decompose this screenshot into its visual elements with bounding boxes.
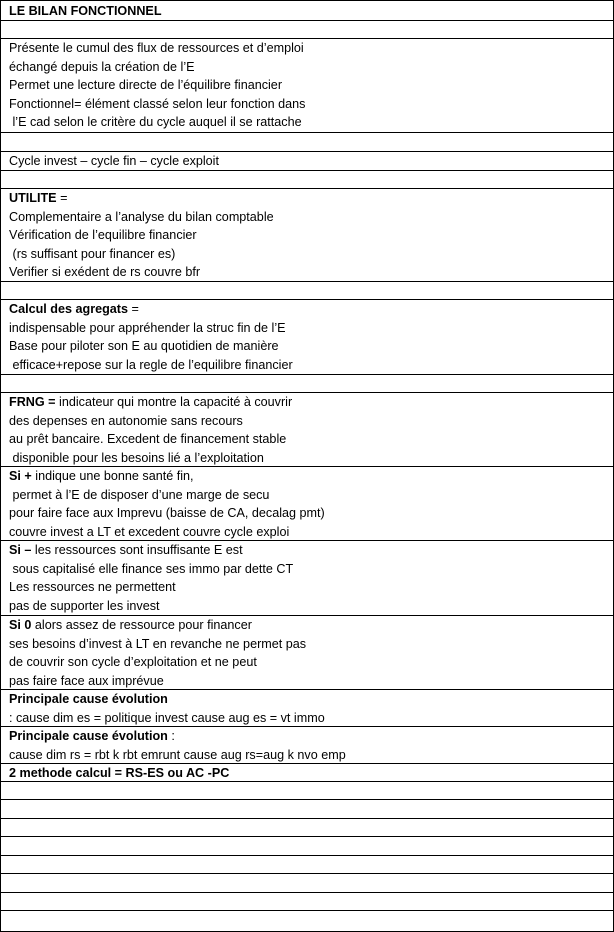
frng-line: disponible pour les besoins lié a l’exploitation <box>9 450 264 465</box>
cause-rs-label: Principale cause évolution <box>9 729 168 743</box>
intro-line: Présente le cumul des flux de ressources et d’emploi <box>9 41 304 55</box>
si-plus-rest: indique une bonne santé fin, <box>31 469 194 483</box>
intro-line: Permet une lecture directe de l’équilibre financier <box>9 78 283 93</box>
empty-row <box>1 874 613 893</box>
title-row <box>1 1 613 21</box>
si-plus-line: pour faire face aux Imprevu (baisse de CA, decalag pmt) <box>9 506 325 521</box>
utilite-row <box>1 189 613 282</box>
cycles-text: Cycle invest – cycle fin – cycle exploit <box>9 154 219 168</box>
intro-line: échangé depuis la création de l’E <box>9 59 195 74</box>
empty-row <box>1 133 613 152</box>
si-moins-row <box>1 541 613 616</box>
empty-row <box>1 21 613 39</box>
si-zero-rest: alors assez de ressource pour financer <box>31 618 252 632</box>
si-plus-label: Si + <box>9 469 32 483</box>
frng-line: des depenses en autonomie sans recours <box>9 413 243 428</box>
si-plus-line: couvre invest a LT et excedent couvre cycle exploi <box>9 524 290 539</box>
empty-row <box>1 800 613 819</box>
si-plus-line: permet à l’E de disposer d’une marge de secu <box>9 487 270 502</box>
methode-text: 2 methode calcul = RS-ES ou AC -PC <box>9 766 230 780</box>
agregats-line: efficace+repose sur la regle de l’equilibre financier <box>9 357 293 372</box>
empty-row <box>1 911 613 931</box>
agregats-row <box>1 300 613 375</box>
cause-es-line: : cause dim es = politique invest cause aug es = vt immo <box>9 710 325 725</box>
si-zero-line: ses besoins d’invest à LT en revanche ne permet pas <box>9 636 307 651</box>
methode-row <box>1 764 613 782</box>
si-plus-row <box>1 467 613 541</box>
empty-row <box>1 819 613 837</box>
frng-heading: FRNG = <box>9 395 56 409</box>
empty-row <box>1 856 613 874</box>
cause-es-row <box>1 690 613 727</box>
agregats-line: Base pour piloter son E au quotidien de manière <box>9 339 279 354</box>
empty-row <box>1 171 613 189</box>
cause-rs-line: cause dim rs = rbt k rbt emrunt cause aug rs=aug k nvo emp <box>9 747 346 762</box>
intro-line: l’E cad selon le critère du cycle auquel il se rattache <box>9 115 302 130</box>
si-moins-line: pas de supporter les invest <box>9 598 160 613</box>
si-moins-rest: les ressources sont insuffisante E est <box>31 543 243 557</box>
si-zero-label: Si 0 <box>9 618 32 632</box>
utilite-line: Complementaire a l’analyse du bilan comptable <box>9 209 274 224</box>
empty-row <box>1 893 613 911</box>
utilite-line: Vérification de l’equilibre financier <box>9 228 197 243</box>
utilite-line: (rs suffisant pour financer es) <box>9 246 176 261</box>
si-zero-line: pas faire face aux imprévue <box>9 673 164 688</box>
cycles-row <box>1 152 613 171</box>
intro-row <box>1 39 613 133</box>
utilite-heading: UTILITE <box>9 191 57 205</box>
utilite-line: Verifier si exédent de rs couvre bfr <box>9 265 201 280</box>
agregats-line: indispensable pour appréhender la struc fin de l’E <box>9 320 286 335</box>
empty-row <box>1 375 613 393</box>
intro-line: Fonctionnel= élément classé selon leur fonction dans <box>9 96 306 111</box>
frng-heading-rest: indicateur qui montre la capacité à couvrir <box>55 395 293 409</box>
cause-rs-row <box>1 727 613 764</box>
frng-row <box>1 393 613 467</box>
empty-row <box>1 282 613 300</box>
agregats-suffix: = <box>128 302 139 316</box>
si-zero-row <box>1 616 613 690</box>
frng-line: au prêt bancaire. Excedent de financement stable <box>9 432 287 447</box>
utilite-suffix: = <box>56 191 68 205</box>
cause-es-label: Principale cause évolution <box>9 692 168 706</box>
empty-row <box>1 837 613 856</box>
cause-rs-suffix: : <box>167 729 175 743</box>
si-moins-line: Les ressources ne permettent <box>9 580 176 595</box>
si-moins-label: Si – <box>9 543 32 557</box>
empty-row <box>1 782 613 800</box>
agregats-heading: Calcul des agregats <box>9 302 128 316</box>
si-zero-line: de couvrir son cycle d’exploitation et ne peut <box>9 655 257 670</box>
si-moins-line: sous capitalisé elle finance ses immo par dette CT <box>9 561 294 576</box>
page-title: LE BILAN FONCTIONNEL <box>9 4 162 18</box>
